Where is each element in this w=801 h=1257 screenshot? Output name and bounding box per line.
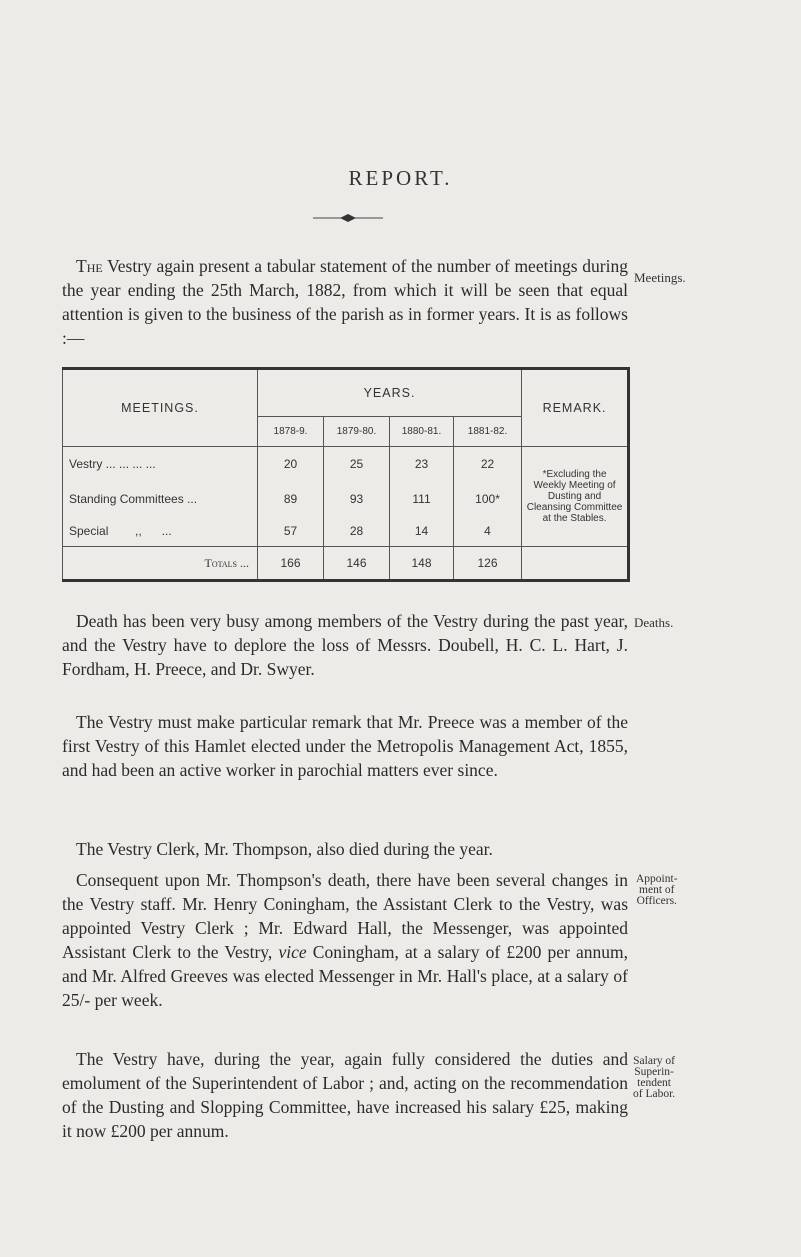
margin-line: Officers. <box>636 895 677 907</box>
margin-line: ment of <box>639 884 675 896</box>
appointments-vice: vice <box>278 942 307 962</box>
cell-value: 89 <box>258 482 324 517</box>
row-leader: ... <box>183 492 198 506</box>
cell-value: 28 <box>324 517 390 547</box>
margin-note-meetings: Meetings. <box>634 270 686 285</box>
total-value: 148 <box>390 547 454 581</box>
margin-line: of Labor. <box>633 1088 676 1100</box>
remark-note: *Excluding the Weekly Meeting of Dusting and Cleansing Committee at the Stables. <box>522 447 629 547</box>
total-value: 146 <box>324 547 390 581</box>
row-label-standing: Standing Committees <box>69 492 184 506</box>
margin-note-deaths: Deaths. <box>634 615 674 630</box>
cell-value: 23 <box>390 447 454 482</box>
appointments-text-a: Consequent upon Mr. Thompson's death, there have been several changes in the Vestry staff. Mr. Henry Coningham, the Assistant Clerk to the Vestry, was appointed Vestry Clerk ; Mr. Edward Hall, the Messenger, was appointed Assistant Clerk to the Vestry, <box>62 870 628 962</box>
cell-value: 4 <box>454 517 522 547</box>
clerk-paragraph <box>62 837 628 861</box>
row-leader: ... ... ... ... <box>102 457 156 472</box>
ornament-divider <box>313 213 383 223</box>
meetings-table <box>62 367 630 582</box>
margin-line: tendent <box>637 1077 671 1089</box>
total-value: 126 <box>454 547 522 581</box>
margin-note-salary <box>633 1056 675 1100</box>
header-meetings: MEETINGS. <box>63 369 258 447</box>
row-leader: ,, ... <box>108 524 172 539</box>
preece-text: The Vestry must make particular remark that Mr. Preece was a member of the first Vestry of this Hamlet elected under the Metropolis Management Act, 1855, and had been an active worker in parochial matters ever since. <box>62 712 628 780</box>
margin-line: Superin- <box>634 1066 674 1078</box>
appointments-text-b: Coningham, at a salary of £200 per annum, and Mr. Alfred Greeves was elected Messenger in Mr. Hall's place, at a salary of 25/- per week. <box>62 942 628 1010</box>
cell-value: 20 <box>258 447 324 482</box>
page-title: REPORT. <box>348 166 453 190</box>
cell-value: 100* <box>454 482 522 517</box>
totals-row <box>63 547 629 581</box>
year-1880: 1880-81. <box>390 417 454 447</box>
year-1881: 1881-82. <box>454 417 522 447</box>
deaths-text: Death has been very busy among members of the Vestry during the past year, and the Vestry have to deplore the loss of Messrs. Doubell, H. C. L. Hart, J. Fordham, H. Preece, and Dr. Swyer. <box>62 611 628 679</box>
row-label-special: Special <box>69 524 109 539</box>
cell-value: 57 <box>258 517 324 547</box>
total-value: 166 <box>258 547 324 581</box>
intro-text: Vestry again present a tabular statement of the number of meetings during the year ending the 25th March, 1882, from which it will be seen that equal attention is given to the business of the parish as in former years. It is as follows :— <box>62 256 628 348</box>
lead-word: The <box>76 256 103 276</box>
meetings-intro-paragraph <box>62 254 628 350</box>
totals-label: Totals ... <box>63 547 258 581</box>
cell-value: 14 <box>390 517 454 547</box>
salary-text: The Vestry have, during the year, again fully considered the duties and emolument of the Superintendent of Labor ; and, acting on the recommendation of the Dusting and Slopping Committee, have increased his salary £25, making it now £200 per annum. <box>62 1049 628 1141</box>
salary-paragraph <box>62 1047 628 1143</box>
header-years: YEARS. <box>258 369 522 417</box>
margin-line: Salary of <box>633 1055 675 1067</box>
year-1879: 1879-80. <box>324 417 390 447</box>
margin-note-appointment <box>636 874 678 907</box>
table-row <box>63 447 629 482</box>
deaths-paragraph <box>62 609 628 681</box>
clerk-text: The Vestry Clerk, Mr. Thompson, also died during the year. <box>76 839 493 859</box>
year-1878: 1878-9. <box>258 417 324 447</box>
cell-value: 111 <box>390 482 454 517</box>
cell-value: 93 <box>324 482 390 517</box>
row-label-vestry: Vestry <box>69 457 103 472</box>
cell-value: 25 <box>324 447 390 482</box>
margin-line: Appoint- <box>636 873 678 885</box>
cell-value: 22 <box>454 447 522 482</box>
preece-paragraph <box>62 710 628 782</box>
appointments-paragraph <box>62 868 628 1012</box>
totals-remark-empty <box>522 547 629 581</box>
header-remark: REMARK. <box>522 369 629 447</box>
